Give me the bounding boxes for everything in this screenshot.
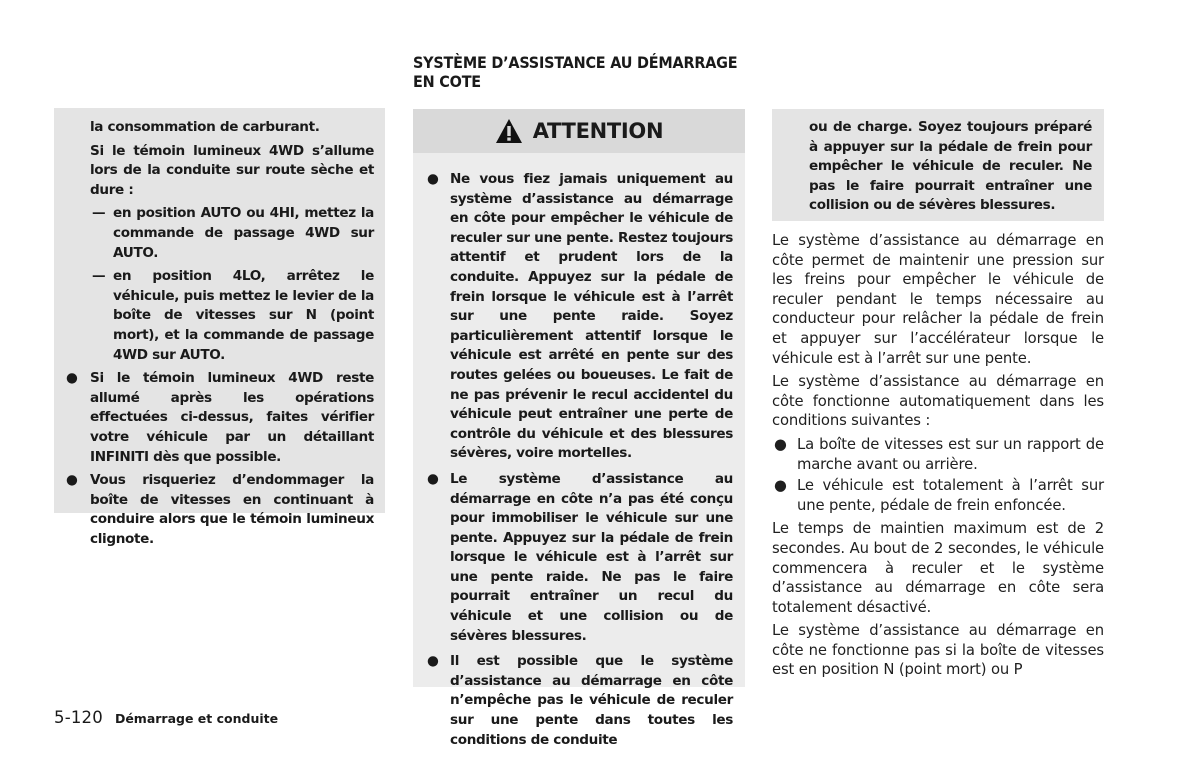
attention-continuation-box	[772, 109, 1104, 221]
bullet-text: Vous risqueriez d’endommager la boîte de vitesses en continuant à conduire alors que le témoin lumineux clignote.	[90, 472, 374, 547]
dash-marker: —	[92, 205, 106, 222]
bullet-icon: ●	[427, 470, 439, 487]
bullet-icon: ●	[427, 653, 439, 670]
bullet-text: Le système d’assistance au démarrage en côte n’a pas été conçu pour immobiliser le véhicule sur une pente. Appuyez sur la pédale de frein lorsque le véhicule est à l’arrêt sur une pente raide. Ne pas le faire pourrait entraîner un recul du véhicule et une collision ou de sévères blessures.	[450, 470, 733, 644]
attention-box	[413, 109, 745, 748]
bullet-icon: ●	[66, 472, 78, 489]
body-paragraph: Le système d’assistance au démarrage en côte fonctionne automatiquement dans les conditions suivantes :	[772, 373, 1104, 430]
page-footer	[54, 708, 278, 730]
bullet-item	[772, 435, 1104, 474]
bullet-text: Il est possible que le système d’assistance au démarrage en côte n’empêche pas le véhicule de reculer sur une pente dans toutes les conditions de conduite	[450, 653, 733, 748]
bullet-icon: ●	[774, 477, 787, 495]
continuation-box	[54, 108, 385, 547]
section-title-line-2: EN COTE	[413, 72, 481, 91]
body-paragraph: Le système d’assistance au démarrage en côte ne fonctionne pas si la boîte de vitesses est en position N (point mort) ou P	[772, 622, 1104, 679]
bullet-item	[427, 470, 733, 646]
bullet-icon: ●	[66, 370, 78, 387]
attention-title: ATTENTION	[532, 119, 664, 143]
dash-item-text: en position AUTO ou 4HI, mettez la commande de passage 4WD sur AUTO.	[113, 205, 374, 261]
bullet-icon: ●	[427, 171, 439, 187]
bullet-item	[427, 652, 733, 750]
bullet-text: Le véhicule est totalement à l’arrêt sur une pente, pédale de frein enfoncée.	[797, 477, 1104, 514]
bullet-text: Si le témoin lumineux 4WD reste allumé après les opérations effectuées ci-dessus, faites vérifier votre véhicule par un détaillant INFINITI dès que possible.	[90, 370, 374, 465]
dash-list	[90, 204, 374, 365]
bullet-text: La boîte de vitesses est sur un rapport de marche avant ou arrière.	[797, 435, 1104, 473]
body-text	[772, 231, 1104, 684]
dash-item	[90, 204, 374, 263]
bullet-text: Ne vous fiez jamais uniquement au système d’assistance au démarrage en côte pour empêcher le véhicule de reculer sur une pente. Restez toujours attentif et prudent lors de la conduite. Appuyez sur la pédale de frein lorsque le véhicule est à l’arrêt sur une pente raide. Soyez particulièrement attentif lorsque le véhicule est arrêté en pente sur des routes gelées ou boueuses. Le fait de ne pas prévenir le recul accidentel du véhicule peut entraîner une perte de contrôle du véhicule et des blessures sévères, voire mortelles.	[450, 171, 733, 462]
col1-paragraph: Si le témoin lumineux 4WD s’allume lors de la conduite sur route sèche et dure :	[90, 142, 374, 198]
bullet-item	[427, 170, 733, 464]
body-paragraph: Le système d’assistance au démarrage en côte permet de maintenir une pression sur les freins pour empêcher le véhicule de reculer pendant le temps nécessaire au conducteur pour relâcher la pédale de frein et appuyer sur l’accélérateur lorsque le véhicule est à l’arrêt sur une pente.	[772, 232, 1104, 367]
dash-marker: —	[92, 268, 106, 285]
dash-item-text: en position 4LO, arrêtez le véhicule, puis mettez le levier de la boîte de vitesses sur N (point mort), et la commande de passage 4WD sur AUTO.	[113, 268, 374, 363]
col1-paragraph: la consommation de carburant.	[90, 119, 320, 135]
bullet-item	[66, 471, 374, 549]
page-number: 5-120	[54, 708, 103, 727]
body-paragraph: Le temps de maintien maximum est de 2 secondes. Au bout de 2 secondes, le véhicule commencera à reculer et le système d’assistance au démarrage en côte sera totalement désactivé.	[772, 520, 1104, 616]
bullet-item	[66, 369, 374, 467]
dash-item	[90, 267, 374, 365]
bullet-icon: ●	[774, 435, 787, 453]
section-title	[413, 53, 753, 91]
bullet-item	[772, 476, 1104, 515]
attention-header	[413, 109, 745, 153]
section-label: Démarrage et conduite	[114, 711, 279, 726]
warning-triangle-icon	[495, 118, 523, 144]
attention-body	[413, 153, 745, 748]
section-title-line-1: SYSTÈME D’ASSISTANCE AU DÉMARRAGE	[413, 53, 738, 72]
attention-continuation-text: ou de charge. Soyez toujours préparé à appuyer sur la pédale de frein pour empêcher le véhicule de reculer. Ne pas le faire pourrait entraîner une collision ou de sévères blessures.	[809, 119, 1092, 214]
